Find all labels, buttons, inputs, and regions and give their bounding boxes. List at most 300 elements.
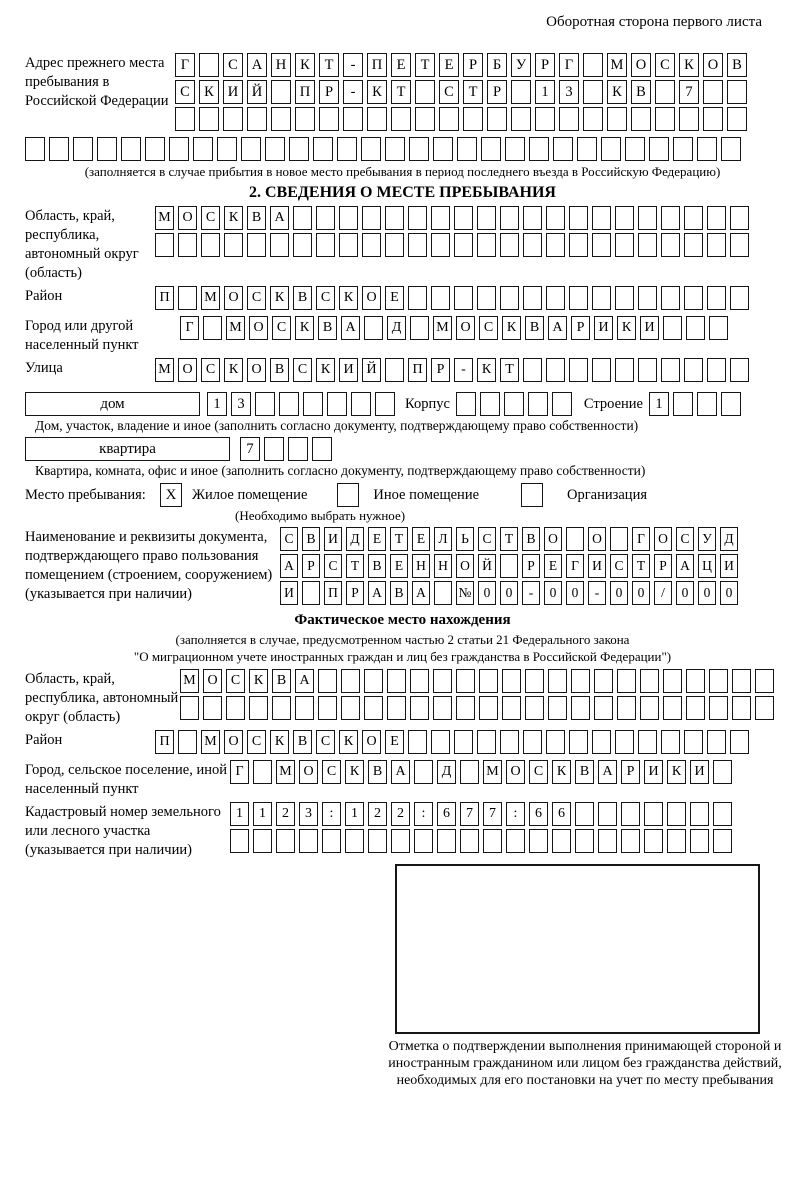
char-cell (361, 137, 381, 161)
char-cell: К (295, 53, 315, 77)
char-cell: Ц (698, 554, 716, 578)
house-box: дом (25, 392, 200, 416)
char-cell: : (322, 802, 341, 826)
char-cell (617, 696, 636, 720)
char-cell: В (247, 206, 266, 230)
char-cell: А (598, 760, 617, 784)
char-cell (649, 137, 669, 161)
char-cell (339, 233, 358, 257)
char-cell (655, 80, 675, 104)
char-cell (727, 107, 747, 131)
char-cell: О (544, 527, 562, 551)
char-cell (408, 286, 427, 310)
char-cell: Д (720, 527, 738, 551)
char-cell (145, 137, 165, 161)
char-cell (615, 286, 634, 310)
street-row (155, 358, 753, 382)
char-cell (312, 437, 332, 461)
char-cell (339, 206, 358, 230)
char-cell (583, 80, 603, 104)
char-cell (299, 829, 318, 853)
char-cell: Н (271, 53, 291, 77)
char-cell (454, 286, 473, 310)
char-cell (25, 137, 45, 161)
char-cell: Е (390, 554, 408, 578)
char-cell (362, 233, 381, 257)
char-cell (667, 802, 686, 826)
char-cell (368, 829, 387, 853)
char-cell (638, 358, 657, 382)
char-cell (175, 107, 195, 131)
char-cell (264, 437, 284, 461)
char-cell: Е (412, 527, 430, 551)
char-cell (592, 358, 611, 382)
char-cell (155, 233, 174, 257)
char-cell (661, 286, 680, 310)
char-cell: Г (180, 316, 199, 340)
char-cell (271, 80, 291, 104)
char-cell: Т (463, 80, 483, 104)
char-cell (615, 206, 634, 230)
char-cell (661, 730, 680, 754)
char-cell: П (367, 53, 387, 77)
char-cell: 6 (437, 802, 456, 826)
char-cell: 0 (544, 581, 562, 605)
char-cell (571, 669, 590, 693)
cadastral-label: Кадастровый номер земельного или лесного участка (указывается при наличии) (25, 804, 221, 858)
char-cell (548, 696, 567, 720)
char-cell: Т (415, 53, 435, 77)
char-cell (571, 696, 590, 720)
char-cell (431, 233, 450, 257)
organization-label: Организация (567, 487, 647, 503)
char-cell: 2 (368, 802, 387, 826)
char-cell: Р (621, 760, 640, 784)
char-cell (732, 669, 751, 693)
char-cell (523, 233, 542, 257)
char-cell (569, 233, 588, 257)
char-cell: К (270, 286, 289, 310)
char-cell (433, 137, 453, 161)
char-cell: Е (385, 286, 404, 310)
char-cell (640, 696, 659, 720)
char-cell (249, 696, 268, 720)
char-cell: К (224, 206, 243, 230)
char-cell (295, 696, 314, 720)
char-cell: А (295, 669, 314, 693)
char-cell (644, 802, 663, 826)
char-cell (638, 730, 657, 754)
char-cell (525, 669, 544, 693)
char-cell: К (270, 730, 289, 754)
char-cell (437, 829, 456, 853)
char-cell (203, 316, 222, 340)
char-cell: А (412, 581, 430, 605)
apartment-cells (240, 437, 336, 461)
char-cell: О (703, 53, 723, 77)
char-cell: Р (522, 554, 540, 578)
char-cell: Й (478, 554, 496, 578)
char-cell (318, 696, 337, 720)
char-cell (293, 206, 312, 230)
char-cell (721, 137, 741, 161)
char-cell (479, 696, 498, 720)
char-cell: Н (434, 554, 452, 578)
char-cell (73, 137, 93, 161)
char-cell (460, 760, 479, 784)
char-cell (610, 527, 628, 551)
char-cell: С (478, 527, 496, 551)
char-cell (707, 286, 726, 310)
char-cell: С (201, 358, 220, 382)
document-row-1 (280, 527, 742, 551)
char-cell (343, 107, 363, 131)
char-cell: Е (439, 53, 459, 77)
char-cell (460, 829, 479, 853)
stroenie-cells (649, 392, 745, 416)
char-cell (241, 137, 261, 161)
char-cell: К (502, 316, 521, 340)
char-cell: П (295, 80, 315, 104)
char-cell (483, 829, 502, 853)
char-cell (523, 730, 542, 754)
char-cell: С (655, 53, 675, 77)
char-cell: В (368, 760, 387, 784)
actual-district-field (25, 730, 780, 757)
char-cell (607, 107, 627, 131)
char-cell: : (506, 802, 525, 826)
char-cell (638, 233, 657, 257)
char-cell: 6 (552, 802, 571, 826)
char-cell: В (293, 730, 312, 754)
char-cell: М (201, 286, 220, 310)
char-cell (255, 392, 275, 416)
char-cell (457, 137, 477, 161)
char-cell: Й (247, 80, 267, 104)
char-cell: К (552, 760, 571, 784)
korpus-label: Корпус (405, 396, 450, 412)
prev-address-caption: (заполняется в случае прибытия в новое место пребывания в период последнего въезда в Российскую Федерацию) (84, 164, 721, 179)
char-cell: Р (346, 581, 364, 605)
char-cell: В (727, 53, 747, 77)
char-cell: В (631, 80, 651, 104)
char-cell: О (456, 554, 474, 578)
char-cell (433, 669, 452, 693)
other-premises-checkbox (337, 483, 359, 507)
cadastral-field (25, 802, 780, 860)
char-cell: Б (487, 53, 507, 77)
char-cell (640, 669, 659, 693)
char-cell (621, 802, 640, 826)
char-cell (169, 137, 189, 161)
char-cell (226, 696, 245, 720)
city-field (25, 316, 780, 355)
char-cell (247, 107, 267, 131)
document-field (25, 527, 780, 608)
char-cell (569, 358, 588, 382)
char-cell (410, 669, 429, 693)
char-cell (511, 80, 531, 104)
char-cell: И (720, 554, 738, 578)
char-cell: Т (500, 358, 519, 382)
char-cell: Н (412, 554, 430, 578)
char-cell (203, 696, 222, 720)
char-cell (288, 437, 308, 461)
char-cell: Г (566, 554, 584, 578)
document-row-2 (280, 554, 742, 578)
char-cell: 3 (299, 802, 318, 826)
char-cell: К (477, 358, 496, 382)
char-cell: А (368, 581, 386, 605)
char-cell: М (155, 358, 174, 382)
char-cell: О (299, 760, 318, 784)
cadastral-row-2 (230, 829, 736, 853)
char-cell (703, 107, 723, 131)
char-cell: 1 (207, 392, 227, 416)
char-cell (615, 730, 634, 754)
char-cell (178, 730, 197, 754)
residential-checkbox: X (160, 483, 182, 507)
char-cell (707, 358, 726, 382)
char-cell (548, 669, 567, 693)
district-field (25, 286, 780, 313)
char-cell (709, 669, 728, 693)
char-cell: О (654, 527, 672, 551)
residential-label: Жилое помещение (192, 487, 308, 503)
char-cell: В (390, 581, 408, 605)
char-cell (319, 107, 339, 131)
char-cell: О (362, 286, 381, 310)
char-cell (697, 137, 717, 161)
char-cell: К (339, 286, 358, 310)
char-cell (500, 206, 519, 230)
apartment-row (25, 437, 780, 461)
char-cell: О (456, 316, 475, 340)
char-cell (686, 316, 705, 340)
char-cell (253, 829, 272, 853)
char-cell (289, 137, 309, 161)
char-cell: М (155, 206, 174, 230)
char-cell (686, 669, 705, 693)
char-cell (385, 137, 405, 161)
char-cell (592, 233, 611, 257)
char-cell (456, 669, 475, 693)
char-cell (709, 316, 728, 340)
char-cell (569, 730, 588, 754)
char-cell: Й (362, 358, 381, 382)
char-cell (569, 206, 588, 230)
char-cell: С (316, 286, 335, 310)
char-cell (684, 233, 703, 257)
char-cell: О (224, 286, 243, 310)
char-cell: И (588, 554, 606, 578)
char-cell: В (368, 554, 386, 578)
char-cell (479, 669, 498, 693)
char-cell (690, 829, 709, 853)
char-cell: 7 (240, 437, 260, 461)
char-cell (303, 392, 323, 416)
region-row-1 (155, 206, 753, 230)
char-cell (316, 206, 335, 230)
char-cell: А (548, 316, 567, 340)
char-cell: С (226, 669, 245, 693)
char-cell: В (522, 527, 540, 551)
char-cell (431, 206, 450, 230)
char-cell (661, 206, 680, 230)
char-cell (594, 696, 613, 720)
char-cell (279, 392, 299, 416)
char-cell: К (679, 53, 699, 77)
char-cell (454, 206, 473, 230)
city-row (180, 316, 732, 340)
char-cell: 2 (276, 802, 295, 826)
region-field (25, 206, 780, 283)
char-cell (713, 829, 732, 853)
char-cell: П (324, 581, 342, 605)
char-cell (293, 233, 312, 257)
actual-city-field (25, 760, 780, 799)
char-cell (690, 802, 709, 826)
char-cell (456, 392, 476, 416)
char-cell (502, 669, 521, 693)
char-cell (480, 392, 500, 416)
organization-checkbox (521, 483, 543, 507)
char-cell (552, 829, 571, 853)
char-cell (529, 137, 549, 161)
char-cell: Г (175, 53, 195, 77)
char-cell: А (341, 316, 360, 340)
char-cell (97, 137, 117, 161)
char-cell: 0 (500, 581, 518, 605)
char-cell (351, 392, 371, 416)
stay-type-caption: (Необходимо выбрать нужное) (235, 508, 406, 523)
char-cell: И (324, 527, 342, 551)
char-cell (523, 286, 542, 310)
char-cell (615, 233, 634, 257)
char-cell (575, 802, 594, 826)
char-cell: У (511, 53, 531, 77)
char-cell (755, 696, 774, 720)
char-cell (684, 286, 703, 310)
char-cell (727, 80, 747, 104)
char-cell (661, 358, 680, 382)
char-cell: В (272, 669, 291, 693)
actual-location-caption-1: (заполняется в случае, предусмотренном частью 2 статьи 21 Федерального закона (175, 632, 630, 647)
char-cell (391, 829, 410, 853)
char-cell (408, 233, 427, 257)
char-cell (598, 829, 617, 853)
actual-region-row-2 (180, 696, 778, 720)
char-cell (217, 137, 237, 161)
char-cell (577, 137, 597, 161)
char-cell (121, 137, 141, 161)
region-label: Область, край, республика, автономный округ (область) (25, 208, 139, 281)
actual-district-label: Район (25, 732, 63, 748)
char-cell: К (339, 730, 358, 754)
char-cell: О (506, 760, 525, 784)
char-cell (364, 669, 383, 693)
char-cell: М (433, 316, 452, 340)
char-cell (414, 829, 433, 853)
char-cell (456, 696, 475, 720)
char-cell (271, 107, 291, 131)
char-cell (454, 233, 473, 257)
char-cell: И (640, 316, 659, 340)
char-cell: С (316, 730, 335, 754)
char-cell: № (456, 581, 474, 605)
char-cell: - (343, 80, 363, 104)
prev-address-row-2 (175, 80, 751, 104)
char-cell: С (479, 316, 498, 340)
korpus-cells (456, 392, 576, 416)
char-cell (364, 316, 383, 340)
char-cell (546, 233, 565, 257)
stay-type-option-residential (160, 483, 337, 507)
char-cell: С (439, 80, 459, 104)
char-cell: 1 (649, 392, 669, 416)
prev-address-field (25, 53, 780, 134)
page-header: Оборотная сторона первого листа (546, 14, 762, 30)
char-cell: Г (559, 53, 579, 77)
char-cell: М (180, 669, 199, 693)
char-cell (500, 233, 519, 257)
char-cell: 0 (632, 581, 650, 605)
char-cell (487, 107, 507, 131)
char-cell (276, 829, 295, 853)
char-cell (569, 286, 588, 310)
char-cell (638, 206, 657, 230)
char-cell (732, 696, 751, 720)
char-cell (601, 137, 621, 161)
char-cell: И (280, 581, 298, 605)
char-cell: О (362, 730, 381, 754)
char-cell: 1 (230, 802, 249, 826)
char-cell: - (454, 358, 473, 382)
char-cell: В (270, 358, 289, 382)
char-cell (409, 137, 429, 161)
char-cell (535, 107, 555, 131)
char-cell: 1 (535, 80, 555, 104)
char-cell: 1 (345, 802, 364, 826)
char-cell (431, 286, 450, 310)
stamp-caption: Отметка о подтверждении выполнения принимающей стороной и иностранным гражданином или лицом без гражданства действий, необходимых для его постановки на учет по месту пребывания (388, 1039, 782, 1088)
char-cell (679, 107, 699, 131)
char-cell (621, 829, 640, 853)
char-cell (199, 107, 219, 131)
apartment-box: квартира (25, 437, 230, 461)
char-cell (385, 358, 404, 382)
char-cell: Т (500, 527, 518, 551)
char-cell (201, 233, 220, 257)
char-cell: С (223, 53, 243, 77)
char-cell (341, 696, 360, 720)
char-cell (367, 107, 387, 131)
char-cell: 0 (698, 581, 716, 605)
char-cell: К (667, 760, 686, 784)
char-cell (322, 829, 341, 853)
char-cell (523, 358, 542, 382)
char-cell: В (318, 316, 337, 340)
char-cell: Т (632, 554, 650, 578)
char-cell (337, 137, 357, 161)
char-cell (592, 730, 611, 754)
char-cell (559, 107, 579, 131)
district-row (155, 286, 753, 310)
house-number-cells (207, 392, 399, 416)
char-cell (673, 392, 693, 416)
char-cell (684, 358, 703, 382)
char-cell: - (522, 581, 540, 605)
